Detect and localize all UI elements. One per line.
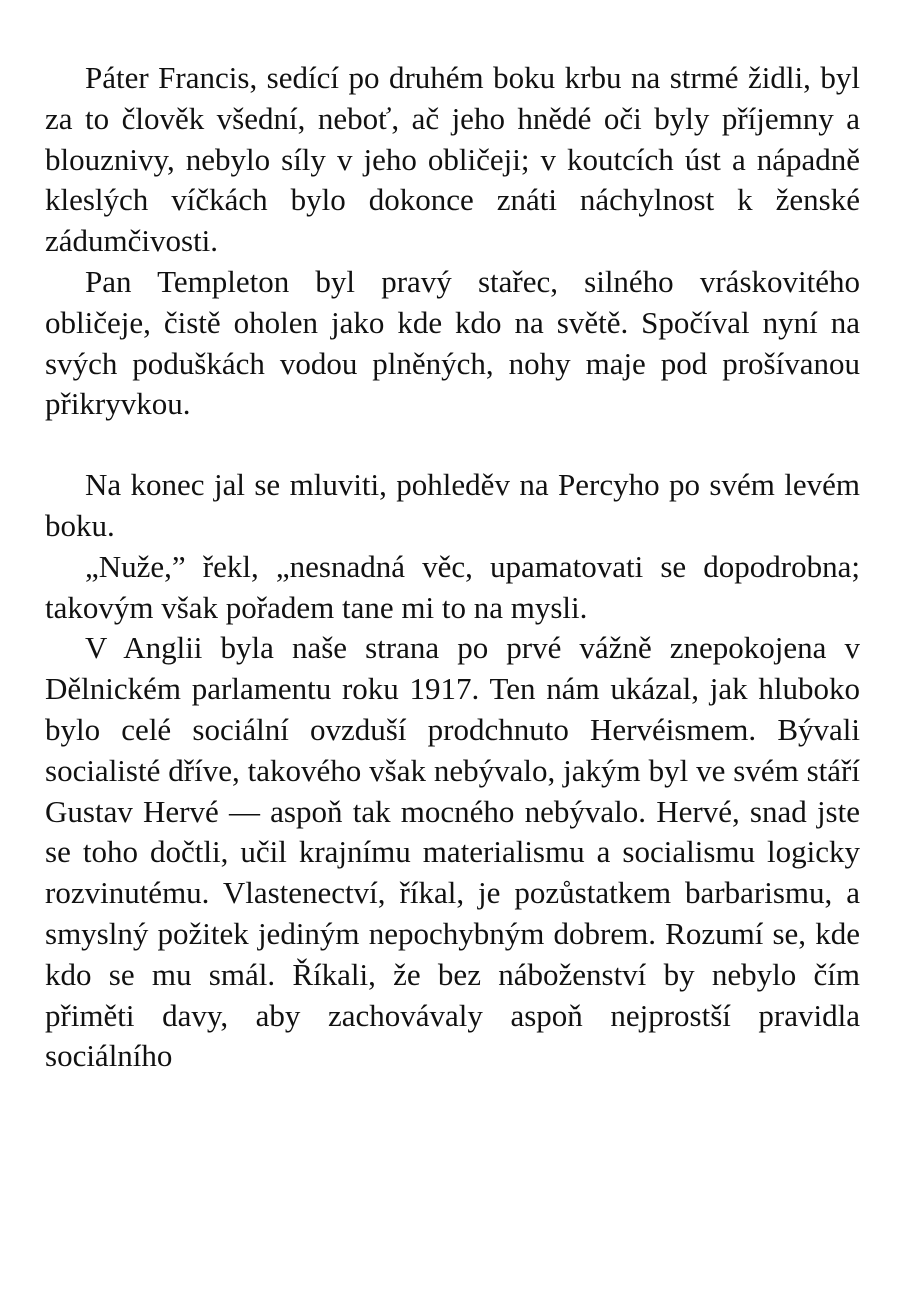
section-break bbox=[45, 425, 860, 465]
paragraph-v-anglii: V Anglii byla naše strana po prvé vážně znepokojena v Dělnickém parlamentu roku 1917. Ten nám ukázal, jak hluboko bylo celé sociální ovzduší prodchnuto Hervéismem. Bývali socialisté dříve, takového však nebývalo, jakým byl ve svém stáří Gustav Hervé — aspoň tak mocného nebývalo. Hervé, snad jste se toho dočtli, učil krajnímu materialismu a socialismu logicky rozvinutému. Vlastenectví, říkal, je pozůstatkem barbarismu, a smyslný požitek jediným nepochybným dobrem. Rozumí se, kde kdo se mu smál. Říkali, že bez náboženství by nebylo čím přiměti davy, aby zachovávaly aspoň nejprostší pravidla sociálního bbox=[45, 630, 860, 1074]
paragraph-pan-templeton: Pan Templeton byl pravý stařec, silného vráskovitého obličeje, čistě oholen jako kde kdo na světě. Spočíval nyní na svých poduškách vodou plněných, nohy maje pod prošívanou přikryvkou. bbox=[45, 263, 860, 422]
page-text-body bbox=[45, 58, 860, 1077]
paragraph-pater-francis: Páter Francis, sedící po druhém boku krbu na strmé židli, byl za to člověk všední, neboť, ač jeho hnědé oči byly příjemny a blouznivy, nebylo síly v jeho obličeji; v koutcích úst a nápadně kleslých víčkách bylo dokonce znáti náchylnost k ženské zádumčivosti. bbox=[45, 60, 860, 259]
paragraph-nuze: „Nuže,” řekl, „nesnadná věc, upamatovati se dopodrobna; takovým však pořadem tane mi to na mysli. bbox=[45, 548, 860, 625]
paragraph-na-konec: Na konec jal se mluviti, pohleděv na Percyho po svém levém boku. bbox=[45, 467, 860, 543]
